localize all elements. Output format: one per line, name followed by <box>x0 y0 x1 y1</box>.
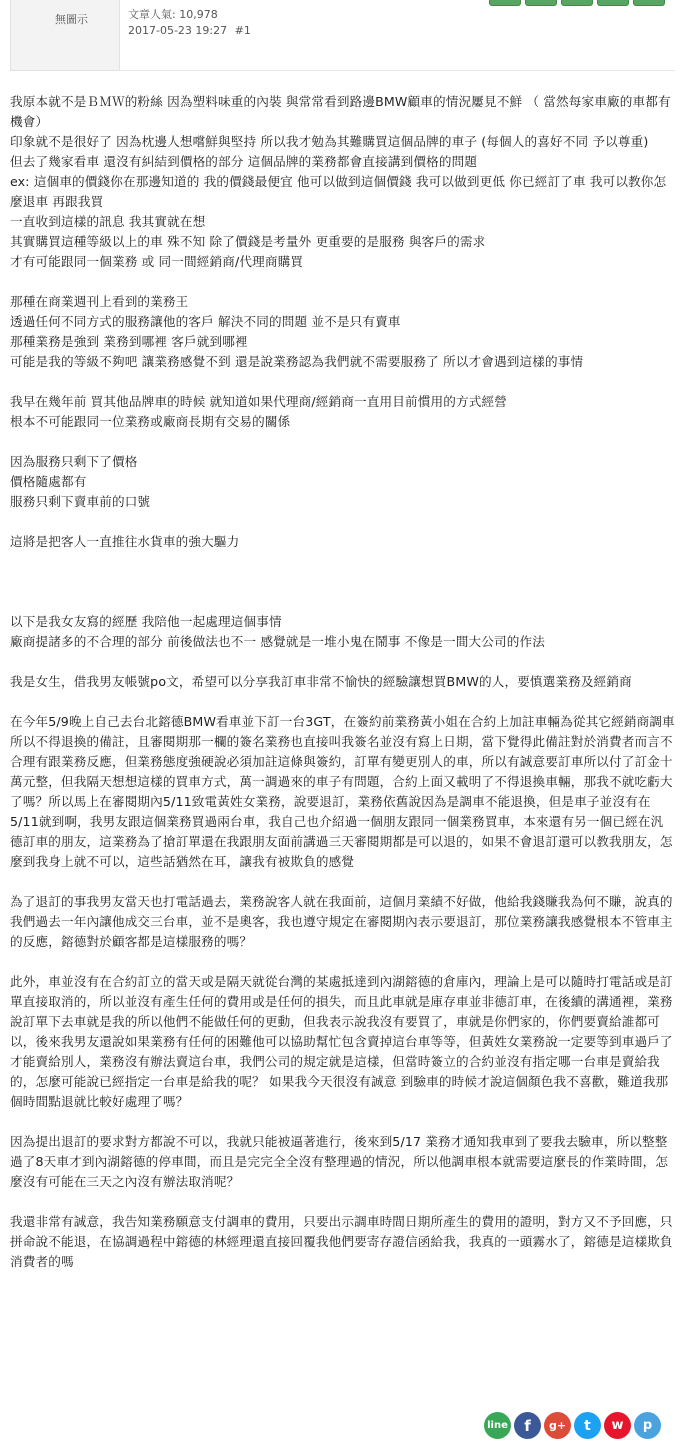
post-meta <box>128 7 251 39</box>
edit-button[interactable] <box>597 0 629 6</box>
twitter-share-icon[interactable]: t <box>574 1412 601 1439</box>
blank-line <box>10 372 675 392</box>
blank-line <box>10 1192 675 1212</box>
post-paragraph: 在今年5/9晚上自己去台北鎔德BMW看車並下訂一台3GT，在簽約前業務黃小姐在合約上加註車輛為從其它經銷商調車所以不得退換的備註，且審閱期那一欄的簽名業務也直接叫我簽名並沒有寫上日期，當下覺得此備註對於消費者而言不合理有跟業務反應，但業務態度強硬說必須加註這條與簽約，訂單有變更別人的車，所以有誠意要訂車所以付了訂金十萬元整，但我隔天想想這樣的買車方式，萬一調過來的車子有問題，合約上面又載明了不得退換車輛，那我不就吃虧大了嗎？所以馬上在審閱期內5/11致電黃姓女業務，說要退訂，業務依舊說因為是調車不能退換，但是車子並沒有在5/11就到啊，我男友跟這個業務買過兩台車，我自己也介紹過一個朋友跟同一個業務買車，本來還有另一個已經在汎德訂車的朋友，這業務為了搶訂單還在我跟朋友面前講過三天審閱期都是可以退的，如果不會退訂還可以教我朋友，怎麼到我身上就不可以，這些話猶然在耳，讓我有被欺負的感覺 <box>10 714 675 869</box>
blank-line <box>10 552 675 572</box>
post-time: 2017-05-23 19:27 <box>128 24 228 37</box>
post-paragraph: 那種業務是強到 業務到哪裡 客戶就到哪裡 <box>10 334 248 349</box>
post-paragraph: 我早在幾年前 買其他品牌車的時候 就知道如果代理商/經銷商一直用目前慣用的方式經營 <box>10 394 507 409</box>
blank-line <box>10 652 675 672</box>
post-paragraph: 價格隨處都有 <box>10 474 87 489</box>
post-paragraph: 這將是把客人一直推往水貨車的強大驅力 <box>10 534 240 549</box>
blank-line <box>10 692 675 712</box>
post-paragraph: 我是女生，借我男友帳號po文，希望可以分享我訂車非常不愉快的經驗讓想買BMW的人，要慎選業務及經銷商 <box>10 674 632 689</box>
post-paragraph: 透過任何不同方式的服務讓他的客戶 解決不同的問題 並不是只有賣車 <box>10 314 401 329</box>
post-paragraph: 因為服務只剩下了價格 <box>10 454 138 469</box>
post-paragraph: 但去了幾家看車 還沒有糾結到價格的部分 這個品牌的業務都會直接講到價格的問題 <box>10 154 478 169</box>
blank-line <box>10 272 675 292</box>
blank-line <box>10 952 675 972</box>
post-paragraph: 一直收到這樣的訊息 我其實就在想 <box>10 214 206 229</box>
popularity-count: 文章人氣: 10,978 <box>128 8 218 21</box>
floor-number[interactable]: #1 <box>234 24 251 37</box>
post-paragraph: 廠商提諸多的不合理的部分 前後做法也不一 感覺就是一堆小鬼在鬧事 不像是一間大公司的作法 <box>10 634 545 649</box>
weibo-share-icon[interactable]: w <box>604 1412 631 1439</box>
post-paragraph: ex: 這個車的價錢你在那邊知道的 我的價錢最便宜 他可以做到這個價錢 我可以做到更低 你已經訂了車 我可以教你怎麼退車 再跟我買 <box>10 174 667 209</box>
post-paragraph: 其實購買這種等級以上的車 殊不知 除了價錢是考量外 更重要的是服務 與客戶的需求 <box>10 234 486 249</box>
post-body <box>10 92 675 1272</box>
blank-line <box>10 572 675 592</box>
more-button[interactable] <box>633 0 665 6</box>
post-time-row <box>128 23 251 39</box>
line-share-icon[interactable]: line <box>484 1412 511 1439</box>
post-paragraph: 印象就不是很好了 因為枕邊人想嚐鮮與堅持 所以我才勉為其難購買這個品牌的車子 (每個人的喜好不同 予以尊重) <box>10 134 649 149</box>
author-panel <box>10 0 120 71</box>
post-paragraph: 為了退訂的事我男友當天也打電話過去，業務說客人就在我面前，這個月業績不好做，他給我錢賺我為何不賺，說真的我們過去一年內讓他成交三台車，並不是奧客，我也遵守規定在審閱期內表示要退訂，那位業務讓我感覺根本不管車主的反應，鎔德對於顧客都是這樣服務的嗎？ <box>10 894 673 949</box>
post-paragraph: 我還非常有誠意，我告知業務願意支付調車的費用，只要出示調車時間日期所產生的費用的證明，對方又不予回應，只拼命說不能退，在協調過程中鎔德的林經理還直接回覆我他們要寄存證信函給我，我真的一頭霧水了，鎔德是這樣欺負消費者的嗎 <box>10 1214 673 1269</box>
blank-line <box>10 432 675 452</box>
avatar-placeholder: 無圖示 <box>55 13 88 26</box>
post-paragraph: 以下是我女友寫的經歷 我陪他一起處理這個事情 <box>10 614 282 629</box>
post-paragraph: 才有可能跟同一個業務 或 同一間經銷商/代理商購買 <box>10 254 304 269</box>
blank-line <box>10 512 675 532</box>
post-paragraph: 可能是我的等級不夠吧 讓業務感覺不到 還是說業務認為我們就不需要服務了 所以才會遇到這樣的事情 <box>10 354 584 369</box>
post-paragraph: 因為提出退訂的要求對方都說不可以，我就只能被逼著進行，後來到5/17 業務才通知我車到了要我去驗車，所以整整過了8天車才到內湖鎔德的停車間，而且是完完全全沒有整理過的情況，所以他調車根本就需要這麼長的作業時間，怎麼沒有可能在三天之內沒有辦法取消呢？ <box>10 1134 669 1189</box>
report-button[interactable] <box>561 0 593 6</box>
post-paragraph: 我原本就不是ＢＭＷ的粉絲 因為塑料味重的內裝 與常常看到路邊BMW顧車的情況屢見不鮮 （ 當然每家車廠的車都有機會） <box>10 94 671 129</box>
facebook-share-icon[interactable]: f <box>514 1412 541 1439</box>
post-paragraph: 根本不可能跟同一位業務或廠商長期有交易的關係 <box>10 414 291 429</box>
reply-button[interactable] <box>525 0 557 6</box>
google-plus-share-icon[interactable]: g+ <box>544 1412 571 1439</box>
post-paragraph: 服務只剩下賣車前的口號 <box>10 494 151 509</box>
blank-line <box>10 592 675 612</box>
blank-line <box>10 1112 675 1132</box>
post-paragraph: 此外，車並沒有在合約訂立的當天或是隔天就從台灣的某處抵達到內湖鎔德的倉庫內，理論上是可以隨時打電話或是訂單直接取消的，所以並沒有產生任何的費用或是任何的損失，而且此車就是庫存車並非德訂車，在後續的溝通裡，業務說訂單下去車就是我的所以他們不能做任何的更動，但我表示說我沒有要買了，車就是你們家的，你們要賣給誰都可以，後來我男友還說如果業務有任何的困難他可以協助幫忙包含賣掉這台車等等，但黃姓女業務說一定要等到車過戶了才能賣給別人，業務沒有辦法賣這台車，我們公司的規定就是這樣，但當時簽立的合約並沒有指定哪一台車是賣給我的，怎麼可能說已經指定一台車是給我的呢？ 如果我今天很沒有誠意 到驗車的時候才說這個顏色我不喜歡，難道我那個時間點退就比較好處理了嗎？ <box>10 974 673 1109</box>
post-paragraph: 那種在商業週刊上看到的業務王 <box>10 294 189 309</box>
quote-button[interactable] <box>489 0 521 6</box>
divider <box>118 70 675 71</box>
post-toolbar <box>489 0 665 6</box>
plurk-share-icon[interactable]: p <box>634 1412 661 1439</box>
blank-line <box>10 872 675 892</box>
share-bar <box>484 1412 661 1439</box>
